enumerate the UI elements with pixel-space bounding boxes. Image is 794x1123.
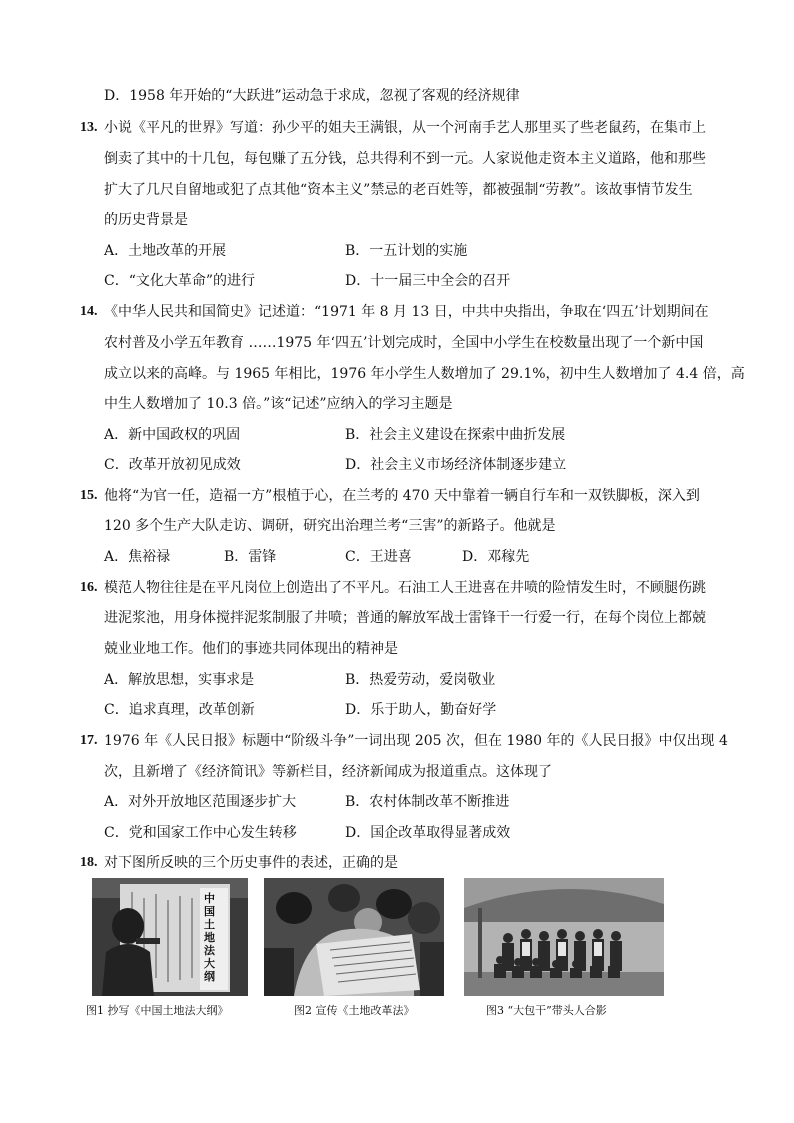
q16-option-c: C．追求真理，改革创新	[104, 702, 255, 718]
q14-option-b: B．社会主义建设在探索中曲折发展	[345, 427, 566, 443]
q13-option-c: C．“文化大革命”的进行	[104, 273, 256, 289]
q13-option-b: B．一五计划的实施	[345, 243, 468, 259]
q13-stem-line: 的历史背景是	[104, 212, 188, 228]
q15-option-c: C．王进喜	[345, 549, 412, 565]
q16-number: 16.	[80, 580, 98, 595]
q16-stem-line: 进泥浆池，用身体搅拌泥浆制服了井喷；普通的解放军战士雷锋干一行爱一行，在每个岗位上都兢	[104, 610, 706, 626]
q17-option-d: D．国企改革取得显著成效	[345, 825, 511, 841]
q15-stem-line: 120 多个生产大队走访、调研，研究出治理兰考“三害”的新路子。他就是	[104, 518, 556, 534]
q14-stem-line: 成立以来的高峰。与 1965 年相比，1976 年小学生人数增加了 29.1%，初中生人数增加了 4.4 倍，高	[104, 366, 745, 382]
figure-3-caption: 图3 “大包干”带头人合影	[486, 1004, 607, 1017]
q13-option-d: D．十一届三中全会的召开	[345, 273, 511, 289]
figure-1-caption: 图1 抄写《中国土地法大纲》	[86, 1004, 229, 1017]
q14-option-a: A．新中国政权的巩固	[104, 427, 241, 443]
q14-option-d: D．社会主义市场经济体制逐步建立	[345, 457, 567, 473]
q15-number: 15.	[80, 488, 98, 503]
q13-option-a: A．土地改革的开展	[104, 243, 227, 259]
q16-option-b: B．热爱劳动，爱岗敬业	[345, 672, 496, 688]
figure-3-photo	[464, 878, 664, 996]
q13-stem-line: 扩大了几尺自留地或犯了点其他“资本主义”禁忌的老百姓等，都被强制“劳教”。该故事情节发生	[104, 182, 693, 198]
q17-option-a: A．对外开放地区范围逐步扩大	[104, 794, 297, 810]
q15-option-b: B．雷锋	[224, 549, 277, 565]
q18-number: 18.	[80, 855, 98, 870]
q14-option-c: C．改革开放初见成效	[104, 457, 241, 473]
figure-2-photo	[264, 878, 444, 996]
figure-1-photo	[92, 878, 248, 996]
q12-option-d: D．1958 年开始的“大跃进”运动急于求成，忽视了客观的经济规律	[104, 88, 520, 104]
q15-option-d: D．邓稼先	[462, 549, 530, 565]
q17-stem-line: 1976 年《人民日报》标题中“阶级斗争”一词出现 205 次，但在 1980 年的《人民日报》中仅出现 4	[104, 733, 728, 749]
q18-stem-line: 对下图所反映的三个历史事件的表述，正确的是	[104, 855, 398, 871]
q13-stem-line: 小说《平凡的世界》写道：孙少平的姐夫王满银，从一个河南手艺人那里买了些老鼠药，在集市上	[104, 120, 706, 136]
q14-stem-line: 《中华人民共和国简史》记述道：“1971 年 8 月 13 日，中共中央指出，争取在‘四五’计划期间在	[104, 304, 709, 320]
figure-1-poster-title: 中国土地法大纲	[204, 892, 215, 983]
q15-option-a: A．焦裕禄	[104, 549, 171, 565]
q15-stem-line: 他将“为官一任，造福一方”根植于心，在兰考的 470 天中靠着一辆自行车和一双铁脚板，深入到	[104, 488, 700, 504]
q16-option-d: D．乐于助人，勤奋好学	[345, 702, 497, 718]
q16-stem-line: 兢业业地工作。他们的事迹共同体现出的精神是	[104, 641, 398, 657]
q17-stem-line: 次，且新增了《经济简讯》等新栏目，经济新闻成为报道重点。这体现了	[104, 764, 552, 780]
q16-option-a: A．解放思想，实事求是	[104, 672, 255, 688]
q14-stem-line: 农村普及小学五年教育 ……1975 年‘四五’计划完成时，全国中小学生在校数量出现了一个新中国	[104, 335, 704, 351]
q16-stem-line: 模范人物往往是在平凡岗位上创造出了不平凡。石油工人王进喜在井喷的险情发生时，不顾腿伤跳	[104, 580, 706, 596]
q17-option-b: B．农村体制改革不断推进	[345, 794, 510, 810]
q13-stem-line: 倒卖了其中的十几包，每包赚了五分钱，总共得利不到一元。人家说他走资本主义道路，他和那些	[104, 151, 706, 167]
q14-number: 14.	[80, 304, 98, 319]
q14-stem-line: 中生人数增加了 10.3 倍。”该“记述”应纳入的学习主题是	[104, 396, 453, 412]
q17-number: 17.	[80, 733, 98, 748]
q13-number: 13.	[80, 120, 98, 135]
q17-option-c: C．党和国家工作中心发生转移	[104, 825, 297, 841]
figure-2-caption: 图2 宣传《土地改革法》	[294, 1004, 415, 1017]
